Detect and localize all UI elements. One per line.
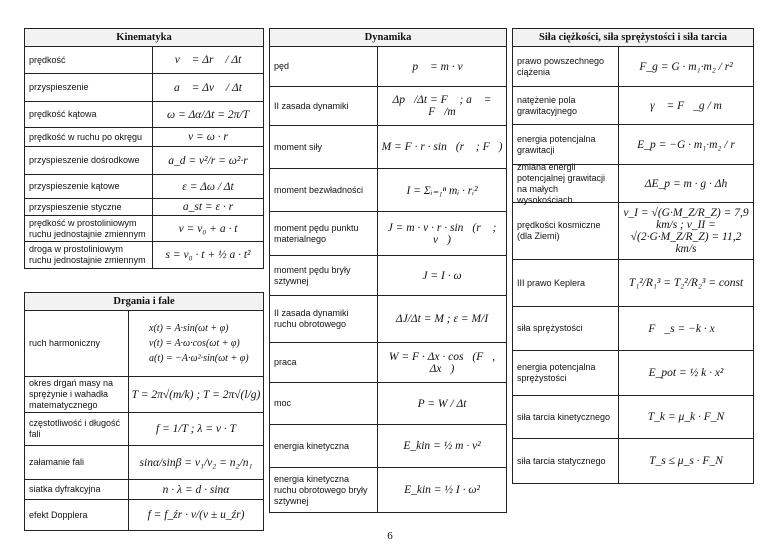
table-row <box>513 203 753 260</box>
harmonic-formulas <box>129 311 263 376</box>
table-row <box>25 216 263 242</box>
row-formula: sinα/sinβ = v₁/v₂ = n₂/n₁ <box>139 456 253 469</box>
table-row <box>270 468 506 512</box>
row-label: energia potencjalna sprężystości <box>513 351 619 395</box>
row-formula: T_s ≤ μ_s · F_N <box>649 455 723 467</box>
row-label: energia kinetyczna ruchu obrotowego bryły sztywnej <box>270 468 378 512</box>
row-formula: J = m · v · r · sin∢(r⃗ ; v⃗) <box>387 221 497 246</box>
row-label: pęd <box>270 47 378 86</box>
row-formula: T₁²/R₁³ = T₂²/R₂³ = const <box>628 277 744 289</box>
row-label: przyspieszenie styczne <box>25 199 153 215</box>
dynamics-title: Dynamika <box>270 29 506 47</box>
kinematics-title: Kinematyka <box>25 29 263 47</box>
formula-line: x(t) = A·sin(ωt + φ) <box>149 323 229 334</box>
row-formula: ΔJ/Δt = M ; ε = M/I <box>395 313 489 325</box>
gravity-table <box>512 28 754 484</box>
row-label: III prawo Keplera <box>513 260 619 306</box>
table-row <box>25 47 263 74</box>
row-label: droga w prostoliniowym ruchu jednostajnie zmiennym <box>25 242 153 268</box>
row-label: siła sprężystości <box>513 307 619 350</box>
row-formula: f = f_źr · v/(v ± u_źr) <box>147 509 245 521</box>
row-label: energia kinetyczna <box>270 425 378 467</box>
oscillations-table <box>24 292 264 531</box>
table-row <box>513 87 753 125</box>
row-label: prawo powszechnego ciążenia <box>513 47 619 86</box>
table-row <box>270 425 506 468</box>
row-formula: v_I = √(G·M_Z/R_Z) = 7,9 km/s ; v_II = √(2·G·M_Z/R_Z) = 11,2 km/s <box>623 207 749 255</box>
row-label: II zasada dynamiki <box>270 87 378 125</box>
table-row <box>513 396 753 439</box>
kinematics-table <box>24 28 264 269</box>
row-label: przyspieszenie kątowe <box>25 175 153 198</box>
table-row <box>25 175 263 199</box>
page-number: 6 <box>387 530 393 542</box>
row-formula: a_st = ε · r <box>182 201 234 213</box>
row-label: moment pędu bryły sztywnej <box>270 256 378 295</box>
table-row <box>25 446 263 480</box>
row-label: II zasada dynamiki ruchu obrotowego <box>270 296 378 342</box>
row-label: okres drgań masy na sprężynie i wahadła matematycznego <box>25 377 129 412</box>
row-label: moment bezwładności <box>270 169 378 211</box>
row-formula: I = Σᵢ₌₁ⁿ mᵢ · rᵢ² <box>406 185 478 197</box>
table-row <box>25 242 263 268</box>
row-formula: n · λ = d · sinα <box>162 483 230 496</box>
dynamics-table <box>269 28 507 513</box>
table-row <box>25 413 263 446</box>
table-row <box>25 102 263 128</box>
row-formula: a⃗ = Δv⃗ / Δt <box>174 81 242 94</box>
table-row <box>270 296 506 343</box>
row-formula: ω = Δα/Δt = 2π/T <box>167 108 249 121</box>
row-label: przyspieszenie <box>25 74 153 101</box>
table-row <box>270 343 506 383</box>
table-row <box>25 377 263 413</box>
table-row <box>270 383 506 425</box>
row-formula: v⃗ = Δr⃗ / Δt <box>174 54 242 66</box>
row-label: natężenie pola grawitacyjnego <box>513 87 619 124</box>
table-row <box>270 256 506 296</box>
row-formula: P = W / Δt <box>417 397 467 410</box>
table-row <box>270 87 506 126</box>
row-label: energia potencjalna grawitacji <box>513 125 619 164</box>
table-row <box>270 212 506 256</box>
row-label: siła tarcia kinetycznego <box>513 396 619 438</box>
row-label: siatka dyfrakcyjna <box>25 480 129 499</box>
table-row <box>270 126 506 169</box>
table-row <box>513 161 753 205</box>
row-formula: T_k = μ_k · F_N <box>647 411 725 423</box>
row-formula: p⃗ = m · v⃗ <box>412 60 472 73</box>
row-label: prędkości kosmiczne (dla Ziemi) <box>513 203 619 259</box>
table-row <box>513 260 753 307</box>
formula-line: a(t) = −A·ω²·sin(ωt + φ) <box>149 353 249 364</box>
row-formula: E_pot = ½ k · x² <box>648 367 724 379</box>
table-row <box>25 480 263 500</box>
row-formula: ε = Δω / Δt <box>182 180 234 193</box>
row-formula: M = F · r · sin∢(r⃗ ; F⃗) <box>381 141 503 153</box>
row-label: ruch harmoniczny <box>25 311 129 376</box>
table-row <box>270 169 506 212</box>
table-row <box>25 74 263 102</box>
row-label: częstotliwość i długość fali <box>25 413 129 445</box>
row-label: siła tarcia statycznego <box>513 439 619 483</box>
row-label: zmiana energii potencjalnej grawitacji na małych wysokościach <box>513 165 619 202</box>
row-label: moc <box>270 383 378 424</box>
row-label: przyspieszenie dośrodkowe <box>25 147 153 174</box>
table-row <box>25 311 263 377</box>
row-label: moment siły <box>270 126 378 168</box>
row-formula: T = 2π√(m/k) ; T = 2π√(l/g) <box>131 388 261 401</box>
row-label: efekt Dopplera <box>25 500 129 530</box>
table-row <box>513 47 753 87</box>
row-label: załamanie fali <box>25 446 129 479</box>
row-formula: ΔE_p = m · g · Δh <box>644 177 728 190</box>
table-row <box>25 128 263 147</box>
table-row <box>25 500 263 530</box>
table-row <box>25 147 263 175</box>
row-formula: F⃗_s = −k · x⃗ <box>648 322 724 335</box>
row-formula: v = ω · r <box>188 131 228 143</box>
row-formula: W = F · Δx · cos∢(F⃗, Δx⃗) <box>388 350 496 375</box>
row-formula: Δp⃗/Δt = F⃗ ; a⃗ = F⃗/m <box>392 94 492 118</box>
gravity-title: Siła ciężkości, siła sprężystości i siła tarcia <box>513 29 753 47</box>
row-label: prędkość kątowa <box>25 102 153 127</box>
row-formula: a_d = v²/r = ω²·r <box>168 154 248 167</box>
row-formula: J = I · ω <box>422 269 462 282</box>
row-formula: v = v₀ + a · t <box>178 222 238 235</box>
row-formula: F_g = G · m₁·m₂ / r² <box>639 60 733 73</box>
row-formula: E_kin = ½ I · ω² <box>404 484 480 496</box>
row-formula: s = v₀ · t + ½ a · t² <box>165 249 251 261</box>
row-formula: E_kin = ½ m · v² <box>403 440 481 452</box>
table-row <box>513 125 753 165</box>
row-label: prędkość <box>25 47 153 73</box>
table-row <box>25 199 263 216</box>
table-row <box>513 307 753 351</box>
row-formula: E_p = −G · m₁·m₂ / r <box>637 138 735 151</box>
row-formula: γ⃗ = F⃗_g / m <box>650 99 722 112</box>
table-row <box>270 47 506 87</box>
row-label: moment pędu punktu materialnego <box>270 212 378 255</box>
row-label: prędkość w ruchu po okręgu <box>25 128 153 146</box>
oscillations-title: Drgania i fale <box>25 293 263 311</box>
row-label: praca <box>270 343 378 382</box>
formula-line: v(t) = A·ω·cos(ωt + φ) <box>149 338 240 349</box>
table-row <box>513 439 753 483</box>
row-label: prędkość w prostoliniowym ruchu jednostajnie zmiennym <box>25 216 153 241</box>
row-formula: f = 1/T ; λ = v · T <box>155 423 237 435</box>
table-row <box>513 351 753 396</box>
